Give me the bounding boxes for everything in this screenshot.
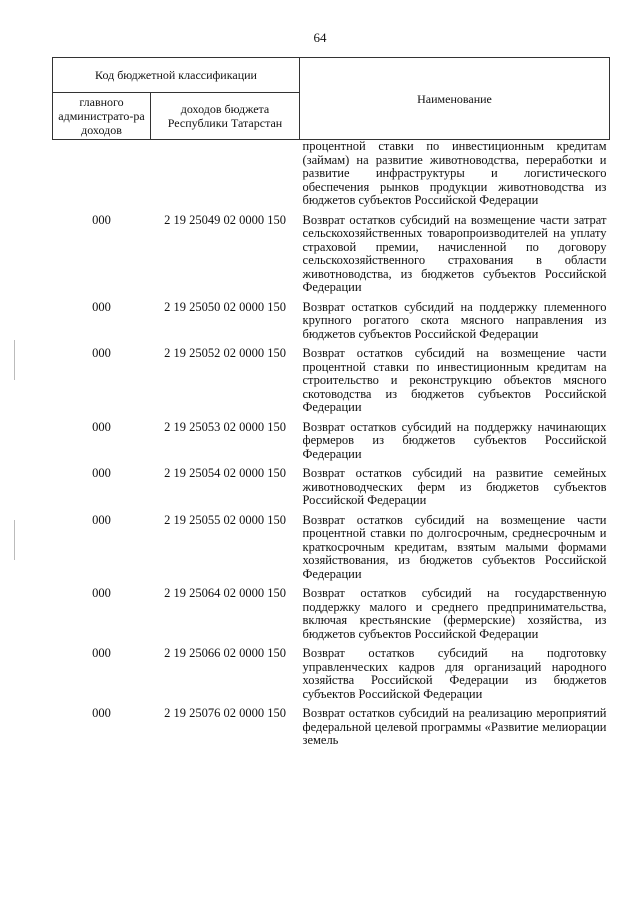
- table-row: [53, 647, 610, 707]
- code-cell: 2 19 25049 02 0000 150: [164, 212, 286, 227]
- budget-classification-table: [52, 57, 610, 754]
- name-cell: Возврат остатков субсидий на возмещение части процентной ставки по инвестиционным кредитам на строительство и реконструкцию объектов мясного скотоводства из бюджетов субъектов Российской Федерации: [302, 346, 607, 414]
- code-cell: 2 19 25052 02 0000 150: [164, 346, 286, 360]
- code-cell: 2 19 25054 02 0000 150: [164, 466, 286, 480]
- name-cell: Возврат остатков субсидий на развитие семейных животноводческих ферм из бюджетов субъектов Российской Федерации: [302, 466, 607, 507]
- header-code-group: Код бюджетной классификации: [53, 58, 300, 93]
- table-row: [53, 347, 610, 421]
- admin-cell: 000: [92, 346, 111, 360]
- header-income: доходов бюджета Республики Татарстан: [151, 93, 300, 140]
- admin-cell: 000: [92, 646, 111, 660]
- table-row: [53, 301, 610, 348]
- table-row: [53, 587, 610, 647]
- code-cell: [151, 140, 300, 214]
- code-cell: 2 19 25053 02 0000 150: [164, 419, 286, 434]
- admin-cell: 000: [92, 706, 111, 720]
- table-row: [53, 514, 610, 588]
- name-cell: Возврат остатков субсидий на государственную поддержку малого и среднего предпринимательства, включая крестьянские (фермерские) хозяйства, из бюджетов субъектов Российской Федерации: [302, 586, 607, 641]
- name-cell: Возврат остатков субсидий на возмещение части процентной ставки по долгосрочным, среднесрочным и краткосрочным кредитам, взятым малыми формами хозяйствования, из бюджетов субъектов Российской Федерации: [302, 512, 607, 581]
- name-cell: процентной ставки по инвестиционным кредитам (займам) на развитие животноводства, переработки и развитие инфраструктуры и логистического обеспечения рынков продукции животноводства из бюджетов субъектов Российской Федерации: [302, 139, 607, 207]
- admin-cell: [53, 140, 151, 214]
- code-cell: 2 19 25076 02 0000 150: [164, 706, 286, 720]
- admin-cell: 000: [92, 586, 111, 600]
- code-cell: 2 19 25055 02 0000 150: [164, 512, 286, 527]
- table-row-continuation: [53, 140, 610, 214]
- admin-cell: 000: [92, 419, 111, 434]
- scan-mark: [14, 520, 15, 560]
- name-cell: Возврат остатков субсидий на подготовку управленческих кадров для организаций народного хозяйства Российской Федерации из бюджетов субъектов Российской Федерации: [302, 646, 607, 701]
- table-row: [53, 214, 610, 301]
- scan-mark: [14, 340, 15, 380]
- page-number: 64: [313, 30, 327, 45]
- name-cell: Возврат остатков субсидий на поддержку начинающих фермеров из бюджетов субъектов Российской Федерации: [302, 419, 607, 461]
- name-cell: Возврат остатков субсидий на реализацию мероприятий федеральной целевой программы «Развитие мелиорации земель: [302, 706, 607, 747]
- table-row: [53, 421, 610, 468]
- admin-cell: 000: [92, 299, 111, 314]
- header-admin: главного администрато-ра доходов: [53, 93, 151, 140]
- table-row: [53, 467, 610, 514]
- admin-cell: 000: [92, 466, 111, 480]
- table-row: [53, 707, 610, 754]
- code-cell: 2 19 25066 02 0000 150: [164, 646, 286, 660]
- name-cell: Возврат остатков субсидий на поддержку племенного крупного рогатого скота мясного направления из бюджетов субъектов Российской Федерации: [302, 299, 607, 341]
- code-cell: 2 19 25064 02 0000 150: [164, 586, 286, 600]
- admin-cell: 000: [92, 512, 111, 527]
- code-cell: 2 19 25050 02 0000 150: [164, 299, 286, 314]
- header-name: Наименование: [300, 58, 610, 140]
- name-cell: Возврат остатков субсидий на возмещение части затрат сельскохозяйственных товаропроизводителей на уплату страховой премии, начисленной по договору сельскохозяйственного страхования в области животноводства, из бюджетов субъектов Российской Федерации: [302, 212, 607, 294]
- admin-cell: 000: [92, 212, 111, 227]
